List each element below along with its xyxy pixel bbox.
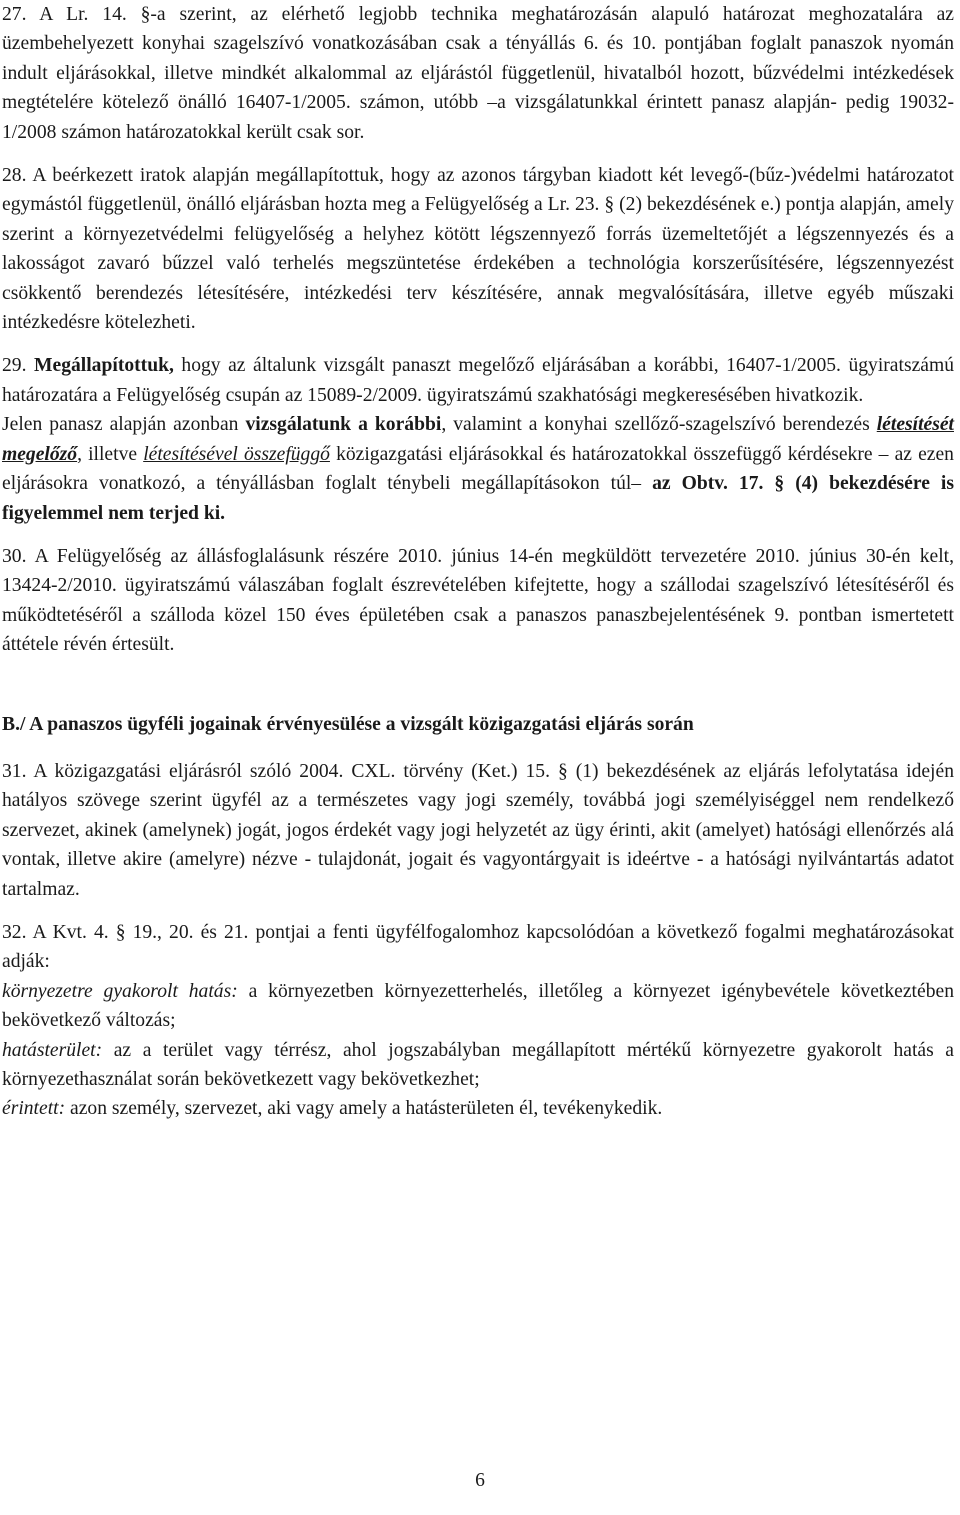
paragraph-29-bold-lead: Megállapítottuk,: [34, 355, 174, 377]
definition-3-term: érintett:: [2, 1098, 66, 1120]
definition-affected: [2, 1094, 954, 1123]
section-b-heading: B./ A panaszos ügyféli jogainak érvényesülése a vizsgált közigazgatási eljárás során: [2, 713, 694, 735]
p29b-text-1: Jelen panasz alapján azonban: [2, 414, 246, 436]
paragraph-27: 27. A Lr. 14. §-a szerint, az elérhető legjobb technika meghatározásán alapuló határozat meghozatalára az üzembehelyezett konyhai szagelszívó vonatkozásában csak a tényállás 6. és 10. pontjában foglalt panaszok nyomán indult eljárásokkal, illetve mindkét alkalommal az eljárástól függetlenül, hivatalból hozott, bűzvédelmi intézkedések megtételére kötelező önálló 16407-1/2005. számon, utóbb –a vizsgálatunkkal érintett panasz alapján- pedig 19032-1/2008 számon határozatokkal került csak sor.: [2, 4, 954, 143]
paragraph-29-continuation: [2, 410, 954, 528]
p29b-text-2: , valamint a konyhai szellőző-szagelszívó berendezés: [441, 414, 877, 436]
p29b-italic-underline-1: létesítésével összefüggő: [143, 443, 330, 465]
definition-1-text: a környezetben környezetterhelés, illetőleg a környezet igénybevétele következtében bekövetkező változás;: [2, 980, 954, 1032]
paragraph-30: 30. A Felügyelőség az állásfoglalásunk részére 2010. június 14-én megküldött tervezetére 2010. június 30-én kelt, 13424-2/2010. ügyiratszámú válaszában foglalt észrevételében kifejtette, hogy a szállodai szagelszívó létesítéséről és működtetéséről a szálloda közel 150 éves épületében csak a panaszos panaszbejelentésének 9. pontban ismertetett áttétele révén értesült.: [2, 545, 954, 656]
paragraph-29-number: 29.: [2, 355, 35, 377]
paragraph-28: 28. A beérkezett iratok alapján megállapítottuk, hogy az azonos tárgyban kiadott két levegő-(bűz-)védelmi határozatot egymástól függetlenül, önálló eljárásban hozta meg a Felügyelőség a Lr. 23. § (2) bekezdésének e.) pontja alapján, amely szerint a környezetvédelmi felügyelőség a helyhez kötött légszennyező forrás üzemeltetőjét a légszennyezés és a lakosságot zavaró bűzzel való terhelés megszüntetése érdekében a technológia korszerűsítésére, légszennyezést csökkentő berendezés létesítésére, intézkedési terv készítésére, annak megvalósítására, illetve egyéb műszaki intézkedésre kötelezheti.: [2, 165, 954, 334]
definition-3-text: azon személy, szervezet, aki vagy amely a hatásterületen él, tevékenykedik.: [65, 1098, 663, 1120]
paragraph-32-intro: 32. A Kvt. 4. § 19., 20. és 21. pontjai a fenti ügyfélfogalomhoz kapcsolódóan a következő fogalmi meghatározásokat adják:: [2, 921, 954, 973]
definition-1-term: környezetre gyakorolt hatás:: [2, 980, 238, 1002]
paragraph-29-text: hogy az általunk vizsgált panaszt megelőző eljárásában a korábbi, 16407-1/2005. ügyiratszámú határozatára a Felügyelőség csupán az 15089-2/2009. ügyiratszámú szakhatósági megkeresésében hivatkozik.: [2, 355, 955, 406]
paragraph-31: 31. A közigazgatási eljárásról szóló 2004. CXL. törvény (Ket.) 15. § (1) bekezdésének az eljárás lefolytatása idején hatályos szövege szerint ügyfél az a természetes vagy jogi személy, továbbá jogi személyiséggel nem rendelkező szervezet, akinek (amelynek) jogát, jogos érdekét vagy jogi helyzetét az ügy érinti, akit (amelyet) hatósági ellenőrzés alá vontak, illetve akire (amelyre) nézve - tulajdonát, jogait és vagyontárgyait is ideértve - a hatósági nyilvántartás adatot tartalmaz.: [2, 760, 954, 900]
p29b-text-3: , illetve: [77, 443, 144, 465]
definition-impact-area: [2, 1036, 954, 1095]
p29b-bold-italic-1: létesítését megelőző: [2, 414, 954, 465]
definition-environmental-impact: [2, 977, 954, 1036]
definition-2-term: hatásterület:: [2, 1039, 103, 1061]
paragraph-29: [2, 351, 954, 410]
definition-2-text: az a terület vagy térrész, ahol jogszabályban megállapított mértékű környezetre gyakorolt hatás a környezethasználat során bekövetkezett vagy bekövetkezhet;: [2, 1039, 954, 1090]
p29b-bold-1: vizsgálatunk a korábbi: [245, 414, 442, 436]
page-number: 6: [475, 1470, 485, 1491]
p29b-bold-2: az Obtv. 17. § (4) bekezdésére is figyelemmel nem terjed ki.: [2, 473, 954, 524]
p29b-text-4: közigazgatási eljárásokkal és határozatokkal összefüggő kérdésekre – az ezen eljárásokra vonatkozó, a tényállásban foglalt ténybeli megállapításokon túl–: [2, 443, 954, 495]
